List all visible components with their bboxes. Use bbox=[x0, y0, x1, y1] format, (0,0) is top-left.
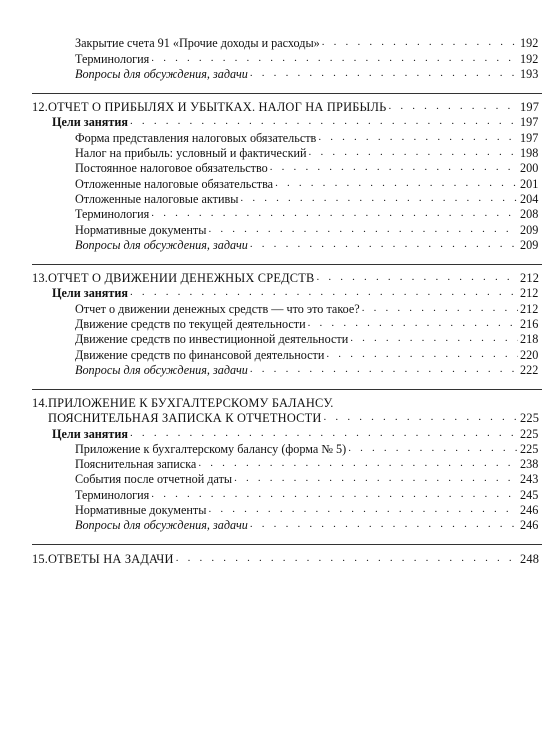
toc-entry[interactable] bbox=[0, 222, 542, 237]
dot-leader bbox=[130, 114, 518, 129]
toc-entry[interactable] bbox=[0, 442, 542, 457]
goals-page: 225 bbox=[520, 426, 539, 441]
toc-entry-label: Движение средств по инвестиционной деятельности bbox=[75, 332, 349, 347]
dot-leader bbox=[250, 66, 518, 81]
toc-entry-label: Нормативные документы bbox=[75, 503, 207, 518]
toc-entry-label: Постоянное налоговое обязательство bbox=[75, 161, 268, 176]
toc-entry-page: 192 bbox=[520, 36, 539, 51]
toc-entry[interactable] bbox=[0, 207, 542, 222]
toc-entry[interactable] bbox=[0, 301, 542, 316]
dot-leader bbox=[250, 517, 518, 532]
toc-entry-label: Форма представления налоговых обязательств bbox=[75, 130, 317, 145]
toc-entry[interactable] bbox=[0, 51, 542, 66]
goals-label: Цели занятия bbox=[52, 286, 129, 301]
toc-entry-label: Пояснительная записка bbox=[75, 457, 197, 472]
section-divider bbox=[32, 93, 542, 94]
dot-leader bbox=[362, 301, 518, 316]
toc-entry-label: Вопросы для обсуждения, задачи bbox=[75, 66, 248, 81]
toc-entry[interactable] bbox=[0, 332, 542, 347]
toc-entry-label: События после отчетной даты bbox=[75, 472, 233, 487]
goals-page: 197 bbox=[520, 115, 539, 130]
toc-entry-label: Терминология bbox=[75, 207, 150, 222]
goals-label: Цели занятия bbox=[52, 426, 129, 441]
toc-entry[interactable] bbox=[0, 317, 542, 332]
toc-entry-page: 246 bbox=[520, 503, 539, 518]
chapter-number: 13. bbox=[32, 271, 49, 286]
toc-entry-label: Движение средств по финансовой деятельности bbox=[75, 347, 325, 362]
toc-entry-page: 245 bbox=[520, 487, 539, 502]
toc-entry[interactable] bbox=[0, 130, 542, 145]
toc-entry-label: Вопросы для обсуждения, задачи bbox=[75, 237, 248, 252]
toc-entry-page: 246 bbox=[520, 518, 539, 533]
chapter-title: ОТЧЕТ О ПРИБЫЛЯХ И УБЫТКАХ. НАЛОГ НА ПРИБЫЛЬ bbox=[48, 100, 387, 115]
toc-entry-label: Налог на прибыль: условный и фактический bbox=[75, 146, 307, 161]
toc-entry-page: 192 bbox=[520, 51, 539, 66]
chapter-page: 212 bbox=[520, 271, 540, 286]
dot-leader bbox=[318, 130, 518, 145]
dot-leader bbox=[151, 51, 518, 66]
dot-leader bbox=[270, 160, 518, 175]
goals-label: Цели занятия bbox=[52, 115, 129, 130]
toc-entry-label: Отчет о движении денежных средств — что это такое? bbox=[75, 301, 360, 316]
dot-leader bbox=[151, 206, 518, 221]
toc-entry[interactable] bbox=[0, 518, 542, 533]
toc-entry[interactable] bbox=[0, 146, 542, 161]
dot-leader bbox=[240, 191, 518, 206]
dot-leader bbox=[322, 35, 518, 50]
toc-entry[interactable] bbox=[0, 192, 542, 207]
dot-leader bbox=[308, 316, 518, 331]
toc-entry-page: 238 bbox=[520, 457, 539, 472]
section-divider bbox=[32, 264, 542, 265]
dot-leader bbox=[234, 471, 518, 486]
dot-leader bbox=[348, 441, 518, 456]
table-of-contents bbox=[0, 36, 560, 567]
toc-entry[interactable] bbox=[0, 457, 542, 472]
toc-entry-label: Терминология bbox=[75, 487, 150, 502]
chapter-title: ОТВЕТЫ НА ЗАДАЧИ bbox=[48, 551, 174, 566]
toc-entry-label: Закрытие счета 91 «Прочие доходы и расходы» bbox=[75, 36, 320, 51]
chapter-title: ОТЧЕТ О ДВИЖЕНИИ ДЕНЕЖНЫХ СРЕДСТВ bbox=[48, 271, 315, 286]
toc-entry-page: 209 bbox=[520, 237, 539, 252]
toc-entry[interactable] bbox=[0, 487, 542, 502]
toc-entry[interactable] bbox=[0, 238, 542, 253]
toc-chapter-15[interactable] bbox=[0, 551, 542, 566]
dot-leader bbox=[388, 99, 518, 114]
dot-leader bbox=[151, 487, 518, 502]
section-divider bbox=[32, 389, 542, 390]
chapter-page: 225 bbox=[520, 411, 540, 426]
dot-leader bbox=[326, 347, 518, 362]
toc-entry-label: Вопросы для обсуждения, задачи bbox=[75, 362, 248, 377]
toc-entry-page: 216 bbox=[520, 317, 539, 332]
toc-entry[interactable] bbox=[0, 503, 542, 518]
toc-entry[interactable] bbox=[0, 36, 542, 51]
chapter-page: 197 bbox=[520, 100, 540, 115]
section-divider bbox=[32, 544, 542, 545]
toc-goals[interactable] bbox=[0, 426, 542, 441]
toc-entry-page: 243 bbox=[520, 472, 539, 487]
toc-entry-page: 200 bbox=[520, 161, 539, 176]
dot-leader bbox=[350, 331, 518, 346]
toc-entry-page: 208 bbox=[520, 207, 539, 222]
toc-entry-page: 212 bbox=[520, 301, 539, 316]
toc-entry-page: 197 bbox=[520, 130, 539, 145]
toc-entry[interactable] bbox=[0, 176, 542, 191]
chapter-page: 248 bbox=[520, 551, 540, 566]
toc-entry-label: Отложенные налоговые активы bbox=[75, 191, 239, 206]
toc-chapter-12[interactable] bbox=[0, 100, 542, 115]
toc-goals[interactable] bbox=[0, 115, 542, 130]
toc-entry-page: 201 bbox=[520, 176, 539, 191]
toc-entry-page: 204 bbox=[520, 191, 539, 206]
dot-leader bbox=[176, 551, 518, 566]
toc-entry-page: 225 bbox=[520, 441, 539, 456]
toc-entry[interactable] bbox=[0, 347, 542, 362]
toc-entry-page: 198 bbox=[520, 146, 539, 161]
toc-entry-page: 209 bbox=[520, 222, 539, 237]
toc-entry-page: 218 bbox=[520, 332, 539, 347]
chapter-number: 12. bbox=[32, 100, 49, 115]
chapter-title-line-2: ПОЯСНИТЕЛЬНАЯ ЗАПИСКА К ОТЧЕТНОСТИ bbox=[48, 411, 322, 426]
dot-leader bbox=[130, 285, 518, 300]
goals-page: 212 bbox=[520, 286, 539, 301]
toc-chapter-14-cont[interactable] bbox=[0, 411, 542, 426]
toc-entry[interactable] bbox=[0, 161, 542, 176]
toc-entry-page: 220 bbox=[520, 347, 539, 362]
dot-leader bbox=[324, 410, 518, 425]
toc-entry-label: Движение средств по текущей деятельности bbox=[75, 317, 306, 332]
toc-entry-label: Нормативные документы bbox=[75, 222, 207, 237]
toc-entry-label: Приложение к бухгалтерскому балансу (форма № 5) bbox=[75, 441, 347, 456]
toc-entry-page: 193 bbox=[520, 66, 539, 81]
toc-chapter-14[interactable] bbox=[0, 396, 542, 411]
dot-leader bbox=[208, 222, 518, 237]
toc-goals[interactable] bbox=[0, 286, 542, 301]
dot-leader bbox=[309, 145, 518, 160]
dot-leader bbox=[250, 362, 518, 377]
toc-entry-page: 222 bbox=[520, 362, 539, 377]
dot-leader bbox=[130, 426, 518, 441]
toc-entry-label: Отложенные налоговые обязательства bbox=[75, 176, 274, 191]
dot-leader bbox=[250, 237, 518, 252]
chapter-number: 15. bbox=[32, 551, 49, 566]
toc-entry[interactable] bbox=[0, 67, 542, 82]
toc-chapter-13[interactable] bbox=[0, 271, 542, 286]
toc-entry[interactable] bbox=[0, 472, 542, 487]
chapter-number: 14. bbox=[32, 395, 49, 410]
dot-leader bbox=[198, 456, 518, 471]
toc-entry-label: Вопросы для обсуждения, задачи bbox=[75, 518, 248, 533]
chapter-title-line-1: ПРИЛОЖЕНИЕ К БУХГАЛТЕРСКОМУ БАЛАНСУ. bbox=[48, 395, 334, 410]
dot-leader bbox=[316, 270, 518, 285]
dot-leader bbox=[275, 176, 518, 191]
dot-leader bbox=[208, 502, 518, 517]
toc-entry-label: Терминология bbox=[75, 51, 150, 66]
toc-entry[interactable] bbox=[0, 363, 542, 378]
